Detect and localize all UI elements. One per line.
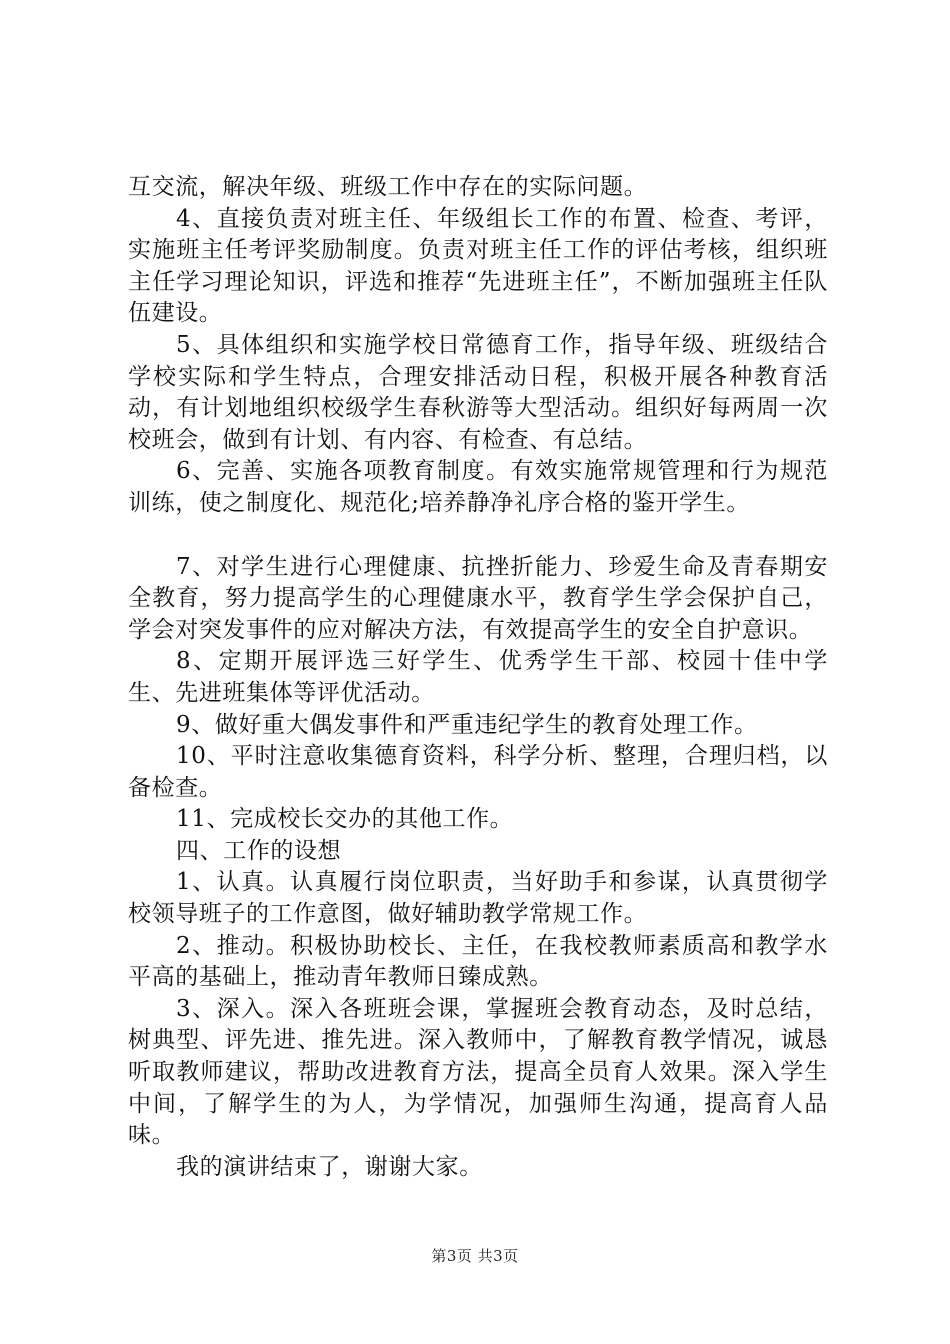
paragraph-item-6: 6、完善、实施各项教育制度。有效实施常规管理和行为规范训练，使之制度化、规范化;培养静净礼序合格的鉴开学生。: [128, 458, 828, 516]
document-body: [128, 172, 828, 1183]
paragraph-item-11: 11、完成校长交办的其他工作。: [176, 806, 514, 833]
paragraph-idea-1: 1、认真。认真履行岗位职责，当好助手和参谋，认真贯彻学校领导班子的工作意图，做好辅助教学常规工作。: [128, 869, 828, 928]
section-heading: 四、工作的设想: [176, 837, 342, 864]
paragraph-item-4: 4、直接负责对班主任、年级组长工作的布置、检查、考评，实施班主任考评奖励制度。负责对班主任工作的评估考核，组织班主任学习理论知识，评选和推荐“先进班主任”，不断加强班主任队伍建设。: [128, 205, 828, 327]
paragraph-item-8: 8、定期开展评选三好学生、优秀学生干部、校园十佳中学生、先进班集体等评优活动。: [128, 648, 828, 706]
paragraph-idea-3: 3、深入。深入各班班会课，掌握班会教育动态，及时总结，树典型、评先进、推先进。深入教师中，了解教育教学情况，诚恳听取教师建议，帮助改进教育方法，提高全员育人效果。深入学生中间，了解学生的为人，为学情况，加强师生沟通，提高育人品味。: [128, 995, 828, 1149]
paragraph-idea-2: 2、推动。积极协助校长、主任，在我校教师素质高和教学水平高的基础上，推动青年教师日臻成熟。: [128, 932, 828, 991]
paragraph-item-7: 7、对学生进行心理健康、抗挫折能力、珍爱生命及青春期安全教育，努力提高学生的心理健康水平，教育学生学会保护自己，学会对突发事件的应对解决方法，有效提高学生的安全自护意识。: [128, 553, 828, 643]
paragraph-item-9: 9、做好重大偶发事件和严重违纪学生的教育处理工作。: [176, 711, 758, 738]
paragraph-item-5: 5、具体组织和实施学校日常德育工作，指导年级、班级结合学校实际和学生特点，合理安排活动日程，积极开展各种教育活动，有计划地组织校级学生春秋游等大型活动。组织好每两周一次校班会，做到有计划、有内容、有检查、有总结。: [128, 331, 828, 453]
closing-paragraph: 我的演讲结束了，谢谢大家。: [176, 1153, 483, 1180]
paragraph-item-10: 10、平时注意收集德育资料，科学分析、整理，合理归档，以备检查。: [128, 743, 828, 801]
paragraph-continuation: 互交流，解决年级、班级工作中存在的实际问题。: [128, 174, 648, 200]
page-footer: 第3页 共3页: [431, 1247, 519, 1265]
